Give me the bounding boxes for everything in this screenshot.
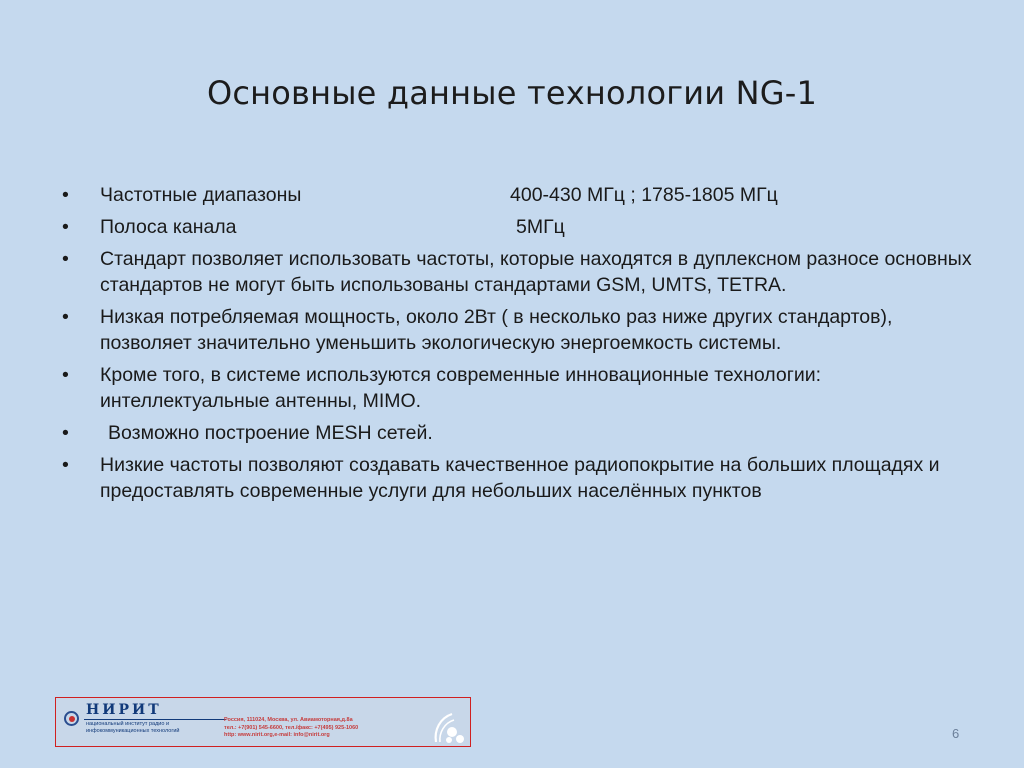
list-item-text: Возможно построение MESH сетей. — [108, 422, 433, 444]
bullet-list — [62, 182, 972, 510]
bullet-icon: • — [62, 306, 69, 328]
footer-banner — [55, 697, 471, 747]
list-item — [62, 214, 972, 240]
slide-title: Основные данные технологии NG-1 — [206, 74, 818, 112]
page-number: 6 — [952, 726, 960, 741]
web-line: http: www.nirit.org,e-mail: info@nirit.org — [224, 732, 330, 738]
list-item-text: Низкие частоты позволяют создавать качественное радиопокрытие на больших площадях и предоставлять современные услуги для небольших населённых пунктов — [100, 454, 940, 502]
logo-subtitle — [86, 721, 236, 735]
bullet-icon: • — [62, 422, 69, 444]
spec-value: 5МГц — [516, 216, 565, 238]
list-item — [62, 420, 972, 446]
list-item — [62, 246, 972, 298]
spec-row-frequency — [100, 182, 972, 208]
logo-subtitle-line: инфокоммуникационных технологий — [86, 728, 180, 734]
logo-dot-icon — [69, 716, 75, 722]
list-item-text: Кроме того, в системе используются современные инновационные технологии: интеллектуальные антенны, MIMO. — [100, 364, 822, 412]
spec-label: Полоса канала — [100, 216, 237, 238]
logo-name: НИРИТ — [86, 702, 162, 718]
list-item — [62, 452, 972, 504]
list-item — [62, 182, 972, 208]
swirl-logo-icon — [430, 708, 466, 746]
logo-divider — [84, 719, 226, 720]
list-item — [62, 362, 972, 414]
logo-subtitle-line: национальный институт радио и — [86, 721, 170, 727]
list-item — [62, 304, 972, 356]
bullet-icon: • — [62, 248, 69, 270]
spec-row-bandwidth — [100, 214, 972, 240]
bullet-icon: • — [62, 216, 69, 238]
bullet-icon: • — [62, 454, 69, 476]
spec-label: Частотные диапазоны — [100, 184, 302, 206]
phone-line: тел.: +7(901) 545-6600, тел./факс: +7(495) 925-1060 — [224, 724, 359, 731]
list-item-text: Стандарт позволяет использовать частоты, которые находятся в дуплексном разносе основных стандартов не могут быть использованы стандартами GSM, UMTS, TETRA. — [100, 248, 972, 296]
bullet-icon: • — [62, 184, 69, 206]
address-line: Россия, 111024, Москва, ул. Авиамоторная,д.8а — [224, 717, 353, 723]
spec-value: 400-430 МГц ; 1785-1805 МГц — [510, 184, 778, 206]
list-item-text: Низкая потребляемая мощность, около 2Вт ( в несколько раз ниже других стандартов), позволяет значительно уменьшить экологическую энергоемкость системы. — [100, 306, 893, 354]
bullet-icon: • — [62, 364, 69, 386]
contact-address — [224, 717, 424, 740]
